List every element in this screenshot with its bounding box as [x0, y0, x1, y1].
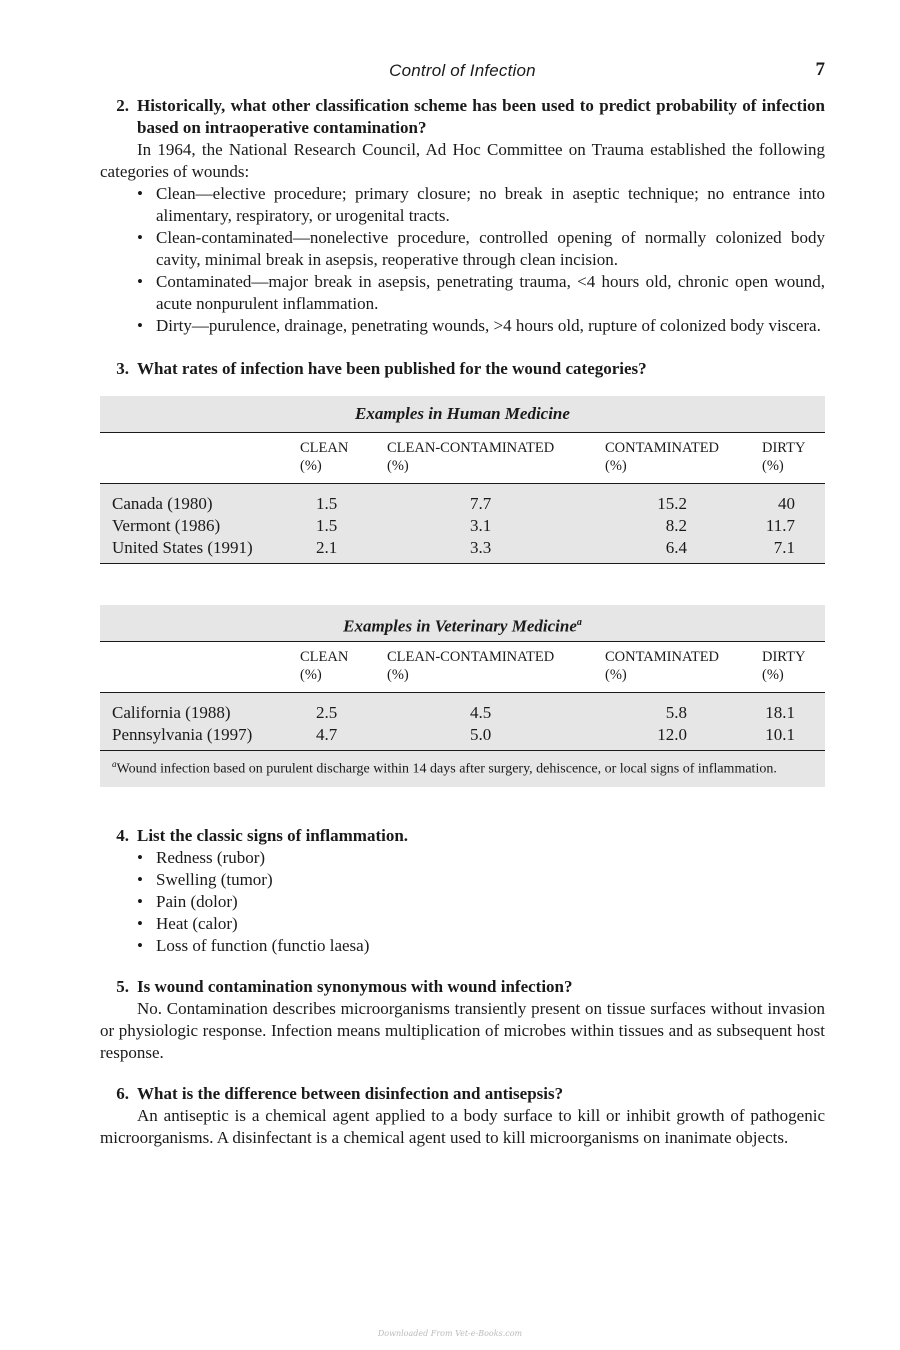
- question-text: List the classic signs of inflammation.: [137, 825, 409, 845]
- header-unit: (%): [762, 667, 784, 683]
- running-title: Control of Infection: [389, 61, 536, 80]
- list-item: [137, 315, 825, 337]
- header-unit: (%): [300, 667, 322, 683]
- bullet-icon: •: [137, 316, 143, 335]
- inflammation-signs-list: [100, 847, 825, 957]
- human-medicine-table: [100, 396, 825, 564]
- row-label: Pennsylvania (1997): [112, 725, 253, 744]
- header-contaminated: [605, 439, 762, 475]
- list-item: [137, 935, 825, 957]
- header-clean-contaminated: [387, 648, 605, 684]
- list-item-text: Pain (dolor): [156, 891, 238, 911]
- question-3: [100, 358, 825, 380]
- table-caption-text: Examples in Human Medicine: [355, 404, 570, 423]
- veterinary-medicine-table: [100, 605, 825, 787]
- list-item-text: Heat (calor): [156, 913, 238, 933]
- cell-dirty: 18.1: [765, 703, 795, 722]
- question-number: 2.: [116, 96, 129, 115]
- cell-clean: 2.1: [316, 538, 338, 557]
- cell-clean: 2.5: [316, 703, 338, 722]
- header-contaminated: [605, 648, 762, 684]
- answer-paragraph: An antiseptic is a chemical agent applied to a body surface to kill or inhibit growth of pathogenic microorganisms. A disinfectant is a chemical agent used to kill microorganisms on inanimate objects.: [100, 1105, 825, 1147]
- cell-contaminated: 6.4: [665, 538, 687, 557]
- table-row: [100, 724, 825, 746]
- bullet-icon: •: [137, 891, 143, 911]
- cell-clean-contaminated: 5.0: [470, 725, 492, 744]
- header-clean-contaminated: [387, 439, 605, 475]
- header-label: CLEAN-CONTAMINATED: [387, 440, 555, 456]
- cell-clean-contaminated: 4.5: [470, 703, 492, 722]
- cell-dirty: 40: [778, 494, 795, 513]
- list-item: [137, 891, 825, 913]
- bullet-icon: •: [137, 184, 143, 203]
- bullet-icon: •: [137, 913, 143, 933]
- table-header-row: [100, 642, 825, 693]
- header-label: CONTAMINATED: [605, 440, 720, 456]
- bullet-icon: •: [137, 847, 143, 867]
- bullet-icon: •: [137, 935, 143, 955]
- table-row: [100, 537, 825, 559]
- running-head: [100, 56, 825, 86]
- watermark: Downloaded From Vet-e-Books.com: [377, 1329, 523, 1338]
- page-number: 7: [815, 59, 825, 80]
- table-caption: [100, 605, 825, 642]
- question-4: [100, 825, 825, 847]
- table-header-row: [100, 433, 825, 484]
- footnote-marker: a: [112, 759, 117, 769]
- list-item: [137, 227, 825, 271]
- list-item-text: Swelling (tumor): [156, 869, 273, 889]
- bullet-icon: •: [137, 272, 143, 291]
- cell-clean: 4.7: [316, 725, 338, 744]
- question-number: 3.: [116, 359, 129, 378]
- cell-contaminated: 12.0: [657, 725, 687, 744]
- cell-dirty: 11.7: [765, 516, 795, 535]
- list-item-text: Clean-contaminated—nonelective procedure, controlled opening of normally colonized body cavity, minimal break in asepsis, reoperative through clean incision.: [156, 228, 825, 269]
- header-label: CONTAMINATED: [605, 649, 720, 665]
- cell-clean: 1.5: [316, 494, 338, 513]
- cell-clean-contaminated: 3.3: [470, 538, 492, 557]
- header-unit: (%): [605, 667, 627, 683]
- header-label: CLEAN-CONTAMINATED: [387, 649, 555, 665]
- answer-paragraph: No. Contamination describes microorganisms transiently present on tissue surfaces without invasion or physiologic response. Infection means multiplication of microbes within tissues and as subsequent host response.: [100, 998, 825, 1062]
- page: [100, 56, 825, 1149]
- header-label: DIRTY: [762, 440, 806, 456]
- bullet-icon: •: [137, 869, 143, 889]
- question-6: [100, 1083, 825, 1105]
- list-item: [137, 847, 825, 869]
- header-unit: (%): [387, 667, 409, 683]
- cell-clean-contaminated: 7.7: [470, 494, 492, 513]
- question-text: Historically, what other classification scheme has been used to predict probability of infection based on intraoperative contamination?: [137, 96, 825, 137]
- list-item: [137, 869, 825, 891]
- cell-clean: 1.5: [316, 516, 338, 535]
- header-dirty: [762, 439, 825, 475]
- header-dirty: [762, 648, 825, 684]
- row-label: United States (1991): [112, 538, 253, 557]
- header-clean: [300, 648, 387, 684]
- table-caption: [100, 396, 825, 433]
- header-unit: (%): [387, 458, 409, 474]
- list-item-text: Contaminated—major break in asepsis, penetrating trauma, <4 hours old, chronic open wound, acute nonpurulent inflammation.: [156, 272, 825, 313]
- header-label: DIRTY: [762, 649, 806, 665]
- table-caption-text: Examples in Veterinary Medicine: [343, 616, 577, 636]
- bullet-icon: •: [137, 228, 143, 247]
- question-text: What is the difference between disinfection and antisepsis?: [137, 1083, 564, 1103]
- table-body: [100, 484, 825, 564]
- list-item: [137, 913, 825, 935]
- header-label: CLEAN: [300, 440, 349, 456]
- table-body: [100, 693, 825, 751]
- question-number: 4.: [116, 825, 129, 845]
- header-unit: (%): [300, 458, 322, 474]
- header-empty: [100, 648, 300, 684]
- row-label: California (1988): [112, 703, 231, 722]
- question-text: Is wound contamination synonymous with wound infection?: [137, 976, 573, 996]
- question-text: What rates of infection have been published for the wound categories?: [137, 359, 647, 378]
- cell-contaminated: 8.2: [665, 516, 687, 535]
- question-5: [100, 976, 825, 998]
- question-number: 5.: [116, 976, 129, 996]
- cell-contaminated: 5.8: [665, 703, 687, 722]
- table-row: [100, 515, 825, 537]
- header-unit: (%): [605, 458, 627, 474]
- cell-dirty: 10.1: [765, 725, 795, 744]
- header-unit: (%): [762, 458, 784, 474]
- list-item-text: Loss of function (functio laesa): [156, 935, 370, 955]
- footnote-text: Wound infection based on purulent discharge within 14 days after surgery, dehiscence, or local signs of inflammation.: [116, 761, 777, 777]
- row-label: Vermont (1986): [112, 516, 221, 535]
- wound-categories-list: [100, 183, 825, 337]
- header-clean: [300, 439, 387, 475]
- question-2: [100, 95, 825, 139]
- list-item-text: Clean—elective procedure; primary closure; no break in aseptic technique; no entrance into alimentary, respiratory, or urogenital tracts.: [156, 184, 825, 225]
- table-row: [100, 702, 825, 724]
- footnote-marker: a: [576, 617, 582, 628]
- table-footnote: [100, 751, 825, 787]
- header-empty: [100, 439, 300, 475]
- cell-dirty: 7.1: [773, 538, 795, 557]
- cell-contaminated: 15.2: [657, 494, 687, 513]
- list-item: [137, 183, 825, 227]
- header-label: CLEAN: [300, 649, 349, 665]
- cell-clean-contaminated: 3.1: [470, 516, 492, 535]
- table-row: [100, 493, 825, 515]
- list-item-text: Redness (rubor): [156, 847, 266, 867]
- list-item-text: Dirty—purulence, drainage, penetrating wounds, >4 hours old, rupture of colonized body viscera.: [156, 316, 821, 335]
- list-item: [137, 271, 825, 315]
- answer-paragraph: In 1964, the National Research Council, Ad Hoc Committee on Trauma established the following categories of wounds:: [100, 140, 825, 181]
- row-label: Canada (1980): [112, 494, 213, 513]
- question-number: 6.: [116, 1083, 129, 1103]
